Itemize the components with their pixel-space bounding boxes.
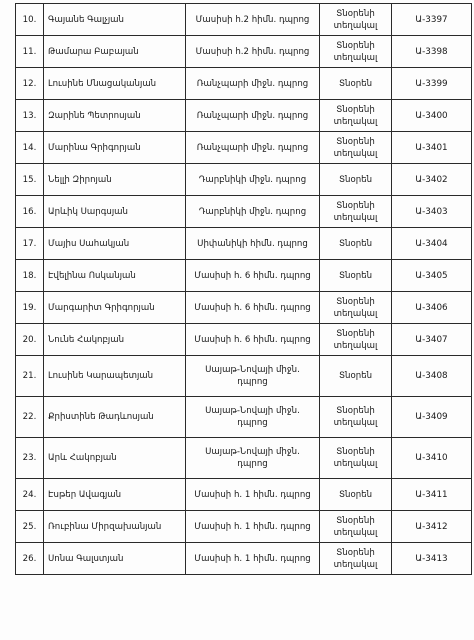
row-number: 18. (16, 260, 44, 292)
table-row (16, 132, 472, 164)
job-title: Տնօրեն (320, 228, 392, 260)
school-name: Դարբնիկի միջն. դպրոց (186, 164, 320, 196)
table-row (16, 164, 472, 196)
table-row (16, 511, 472, 543)
staff-table (15, 3, 472, 575)
person-name: Սոնա Գալստյան (44, 543, 186, 575)
person-name: Զարինե Պետրոսյան (44, 100, 186, 132)
job-title: Տնօրենի տեղակալ (320, 132, 392, 164)
record-code: Ա-3405 (392, 260, 472, 292)
row-number: 24. (16, 479, 44, 511)
person-name: Արևիկ Սարգսյան (44, 196, 186, 228)
record-code: Ա-3397 (392, 4, 472, 36)
person-name: Նունե Հակոբյան (44, 324, 186, 356)
job-title: Տնօրենի տեղակալ (320, 196, 392, 228)
row-number: 11. (16, 36, 44, 68)
school-name: Սայաթ-Նովայի միջն. դպրոց (186, 397, 320, 438)
record-code: Ա-3408 (392, 356, 472, 397)
row-number: 23. (16, 438, 44, 479)
record-code: Ա-3400 (392, 100, 472, 132)
table-row (16, 260, 472, 292)
school-name: Մասիսի հ. 1 հիմն. դպրոց (186, 511, 320, 543)
record-code: Ա-3401 (392, 132, 472, 164)
school-name: Մասիսի հ.2 հիմն. դպրոց (186, 36, 320, 68)
record-code: Ա-3402 (392, 164, 472, 196)
table-row (16, 356, 472, 397)
record-code: Ա-3411 (392, 479, 472, 511)
job-title: Տնօրենի տեղակալ (320, 324, 392, 356)
person-name: Թամարա Բաբայան (44, 36, 186, 68)
table-row (16, 543, 472, 575)
row-number: 25. (16, 511, 44, 543)
row-number: 20. (16, 324, 44, 356)
person-name: Էվելինա Ոսկանյան (44, 260, 186, 292)
school-name: Մասիսի հ. 1 հիմն. դպրոց (186, 543, 320, 575)
job-title: Տնօրենի տեղակալ (320, 100, 392, 132)
school-name: Սայաթ-Նովայի միջն. դպրոց (186, 356, 320, 397)
person-name: Մայիս Սահակյան (44, 228, 186, 260)
school-name: Մասիսի հ. 6 հիմն. դպրոց (186, 260, 320, 292)
row-number: 22. (16, 397, 44, 438)
person-name: Ռուբինա Միրզախանյան (44, 511, 186, 543)
row-number: 15. (16, 164, 44, 196)
record-code: Ա-3407 (392, 324, 472, 356)
person-name: Էսթեր Ավագյան (44, 479, 186, 511)
table-body (16, 4, 472, 575)
job-title: Տնօրենի տեղակալ (320, 543, 392, 575)
job-title: Տնօրեն (320, 260, 392, 292)
record-code: Ա-3399 (392, 68, 472, 100)
job-title: Տնօրեն (320, 68, 392, 100)
job-title: Տնօրենի տեղակալ (320, 4, 392, 36)
school-name: Սիփանիկի հիմն. դպրոց (186, 228, 320, 260)
table-row (16, 324, 472, 356)
person-name: Մարինա Գրիգորյան (44, 132, 186, 164)
table-row (16, 292, 472, 324)
table-row (16, 397, 472, 438)
row-number: 14. (16, 132, 44, 164)
school-name: Մասիսի հ. 6 հիմն. դպրոց (186, 292, 320, 324)
record-code: Ա-3409 (392, 397, 472, 438)
row-number: 17. (16, 228, 44, 260)
record-code: Ա-3413 (392, 543, 472, 575)
row-number: 10. (16, 4, 44, 36)
school-name: Մասիսի հ. 6 հիմն. դպրոց (186, 324, 320, 356)
table-row (16, 196, 472, 228)
table-row (16, 479, 472, 511)
school-name: Ռանչպարի միջն. դպրոց (186, 100, 320, 132)
table-row (16, 4, 472, 36)
row-number: 12. (16, 68, 44, 100)
row-number: 13. (16, 100, 44, 132)
person-name: Գայանե Գալչյան (44, 4, 186, 36)
school-name: Ռանչպարի միջն. դպրոց (186, 132, 320, 164)
table-row (16, 438, 472, 479)
job-title: Տնօրեն (320, 356, 392, 397)
row-number: 26. (16, 543, 44, 575)
table-row (16, 100, 472, 132)
row-number: 16. (16, 196, 44, 228)
job-title: Տնօրենի տեղակալ (320, 292, 392, 324)
record-code: Ա-3410 (392, 438, 472, 479)
job-title: Տնօրեն (320, 479, 392, 511)
record-code: Ա-3404 (392, 228, 472, 260)
job-title: Տնօրենի տեղակալ (320, 397, 392, 438)
person-name: Նելլի Զիրոյան (44, 164, 186, 196)
person-name: Մարգարիտ Գրիգորյան (44, 292, 186, 324)
row-number: 21. (16, 356, 44, 397)
job-title: Տնօրեն (320, 164, 392, 196)
record-code: Ա-3406 (392, 292, 472, 324)
job-title: Տնօրենի տեղակալ (320, 438, 392, 479)
row-number: 19. (16, 292, 44, 324)
job-title: Տնօրենի տեղակալ (320, 511, 392, 543)
record-code: Ա-3403 (392, 196, 472, 228)
record-code: Ա-3398 (392, 36, 472, 68)
person-name: Լուսինե Մնացականյան (44, 68, 186, 100)
school-name: Սայաթ-Նովայի միջն. դպրոց (186, 438, 320, 479)
school-name: Ռանչպարի միջն. դպրոց (186, 68, 320, 100)
person-name: Արև Հակոբյան (44, 438, 186, 479)
table-row (16, 228, 472, 260)
school-name: Մասիսի հ.2 հիմն. դպրոց (186, 4, 320, 36)
school-name: Դարբնիկի միջն. դպրոց (186, 196, 320, 228)
record-code: Ա-3412 (392, 511, 472, 543)
job-title: Տնօրենի տեղակալ (320, 36, 392, 68)
person-name: Քրիստինե Թադևոսյան (44, 397, 186, 438)
person-name: Լուսինե Կարապետյան (44, 356, 186, 397)
table-row (16, 36, 472, 68)
school-name: Մասիսի հ. 1 հիմն. դպրոց (186, 479, 320, 511)
table-row (16, 68, 472, 100)
